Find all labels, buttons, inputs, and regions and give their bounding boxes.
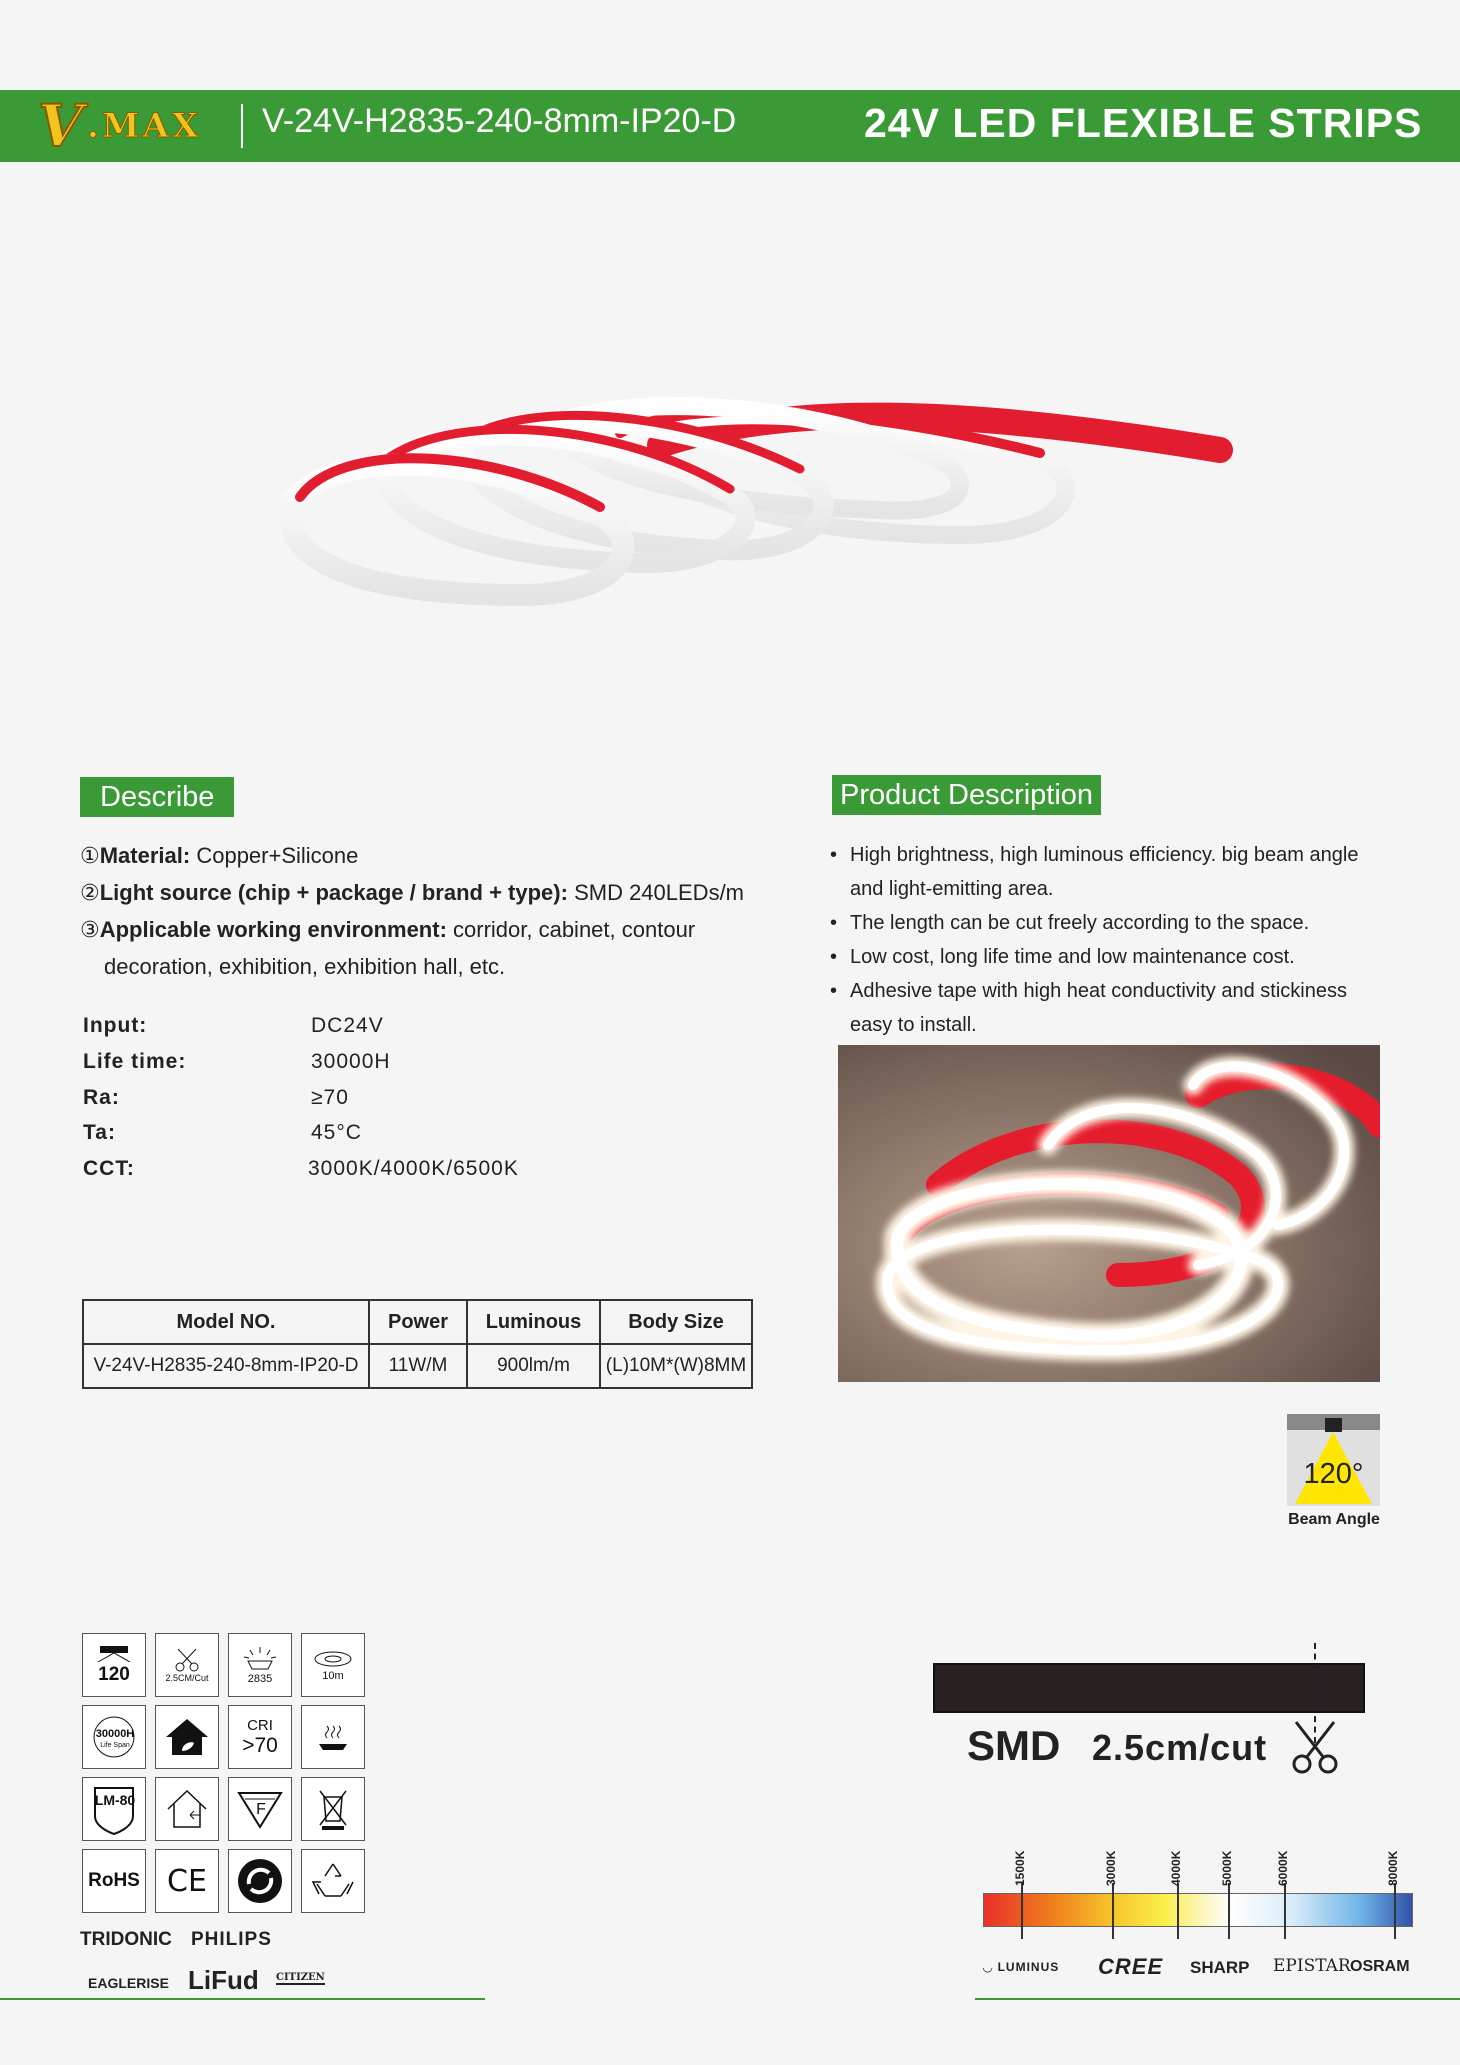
beam-120-icon (82, 1633, 146, 1697)
line-value: Copper+Silicone (190, 843, 359, 868)
material-line (80, 837, 358, 874)
beam-angle-value: 120° (1303, 1458, 1364, 1490)
recycle-icon (301, 1849, 365, 1913)
bullet-adhesive: • Adhesive tape with high heat conductivity and stickiness easy to install. (830, 974, 1400, 1042)
icon-value: >70 (242, 1733, 278, 1757)
cct-label-5000: 5000K (1220, 1850, 1234, 1886)
cell-luminous: 900lm/m (467, 1344, 600, 1388)
cct-tick (1228, 1883, 1230, 1939)
luminus-swoosh-icon: ◡ (983, 1960, 994, 1974)
icon-sublabel: Life Span (100, 1742, 130, 1749)
brand-sharp: SHARP (1190, 1958, 1250, 1977)
icon-label: 10m (322, 1670, 344, 1682)
smd-label: SMD (967, 1722, 1061, 1769)
spec-cct-value: 3000K/4000K/6500K (308, 1157, 519, 1180)
bullet-text: The length can be cut freely according to the space. (850, 912, 1310, 934)
spec-ta-key: Ta: (83, 1121, 116, 1144)
spec-table (82, 1299, 753, 1389)
chip-2835-icon (228, 1633, 292, 1697)
lm80-icon (82, 1777, 146, 1841)
brand-lifud: LiFud (188, 1965, 259, 1995)
spec-cct-key: CCT: (83, 1157, 135, 1180)
icon-label: 30000H (95, 1728, 135, 1740)
spec-input-value: DC24V (311, 1014, 384, 1037)
icon-label: 120 (98, 1664, 130, 1685)
cut-length-label: 2.5cm/cut (1092, 1727, 1268, 1768)
cri-icon (228, 1705, 292, 1769)
rohs-icon (82, 1849, 146, 1913)
lit-strip-photo (838, 1045, 1380, 1382)
cct-tick (1394, 1883, 1396, 1939)
icon-label: RoHS (88, 1870, 140, 1891)
f-mark-icon (228, 1777, 292, 1841)
bullet-brightness: • High brightness, high luminous efficiency. big beam angle and light-emitting area. (830, 838, 1400, 906)
lifespan-icon (82, 1705, 146, 1769)
smd-strip-graphic (933, 1663, 1365, 1713)
cct-label-1500: 1500K (1013, 1850, 1027, 1886)
bullet-cut: • The length can be cut freely according to the space. (830, 906, 1400, 940)
brand-tridonic: TRIDONIC (80, 1929, 172, 1950)
header-body-size: Body Size (600, 1300, 752, 1344)
environment-line-cont: decoration, exhibition, exhibition hall, etc. (104, 954, 506, 979)
brand-luminus (983, 1960, 1059, 1974)
cct-tick (1284, 1883, 1286, 1939)
line-number: ① (80, 843, 100, 868)
table-row (83, 1344, 752, 1388)
beam-angle-caption: Beam Angle (1288, 1511, 1380, 1528)
product-category-title: 24V LED FLEXIBLE STRIPS (864, 100, 1423, 146)
line-key: Applicable working environment: (99, 917, 447, 942)
vmax-logo (38, 92, 202, 160)
recycle-arrow-icon (228, 1849, 292, 1913)
led-strip-coil-image (260, 385, 1240, 645)
cell-model: V-24V-H2835-240-8mm-IP20-D (83, 1344, 369, 1388)
describe-label: Describe (80, 777, 234, 817)
logo-max: .MAX (87, 106, 202, 146)
icon-label: F (256, 1801, 266, 1818)
cct-label-6000: 6000K (1276, 1850, 1290, 1886)
header-model: Model NO. (83, 1300, 369, 1344)
cct-tick (1112, 1883, 1114, 1939)
cell-power: 11W/M (369, 1344, 467, 1388)
bullet-text-cont: and light-emitting area. (850, 878, 1054, 900)
brand-epistar: EPISTAR (1273, 1956, 1351, 1976)
bullet-text: Adhesive tape with high heat conductivity and stickiness (850, 980, 1347, 1002)
header-power: Power (369, 1300, 467, 1344)
bullet-text: Low cost, long life time and low maintenance cost. (850, 946, 1295, 968)
spec-ra-key: Ra: (83, 1086, 120, 1109)
bullet-cost: • Low cost, long life time and low maintenance cost. (830, 940, 1400, 974)
ce-icon (155, 1849, 219, 1913)
icon-label: LM-80 (94, 1792, 136, 1808)
reel-10m-icon (301, 1633, 365, 1697)
brand-luminus-text: LUMINUS (997, 1960, 1060, 1974)
bullet-text: High brightness, high luminous efficiency. big beam angle (850, 844, 1359, 866)
line-key: Light source (chip + package / brand + type): (99, 880, 568, 905)
brand-cree: CREE (1098, 1954, 1164, 1979)
spec-life-value: 30000H (311, 1050, 391, 1073)
spec-life-key: Life time: (83, 1050, 187, 1073)
light-source-line (80, 874, 744, 911)
header-bar (0, 90, 1460, 162)
weee-bin-icon (301, 1777, 365, 1841)
indoor-use-icon (155, 1777, 219, 1841)
bullet-text-cont: easy to install. (850, 1014, 977, 1036)
heat-dissipation-icon (301, 1705, 365, 1769)
line-number: ③ (80, 917, 100, 942)
line-number: ② (80, 880, 100, 905)
icon-label: CRI (247, 1716, 273, 1734)
cct-label-3000: 3000K (1104, 1850, 1118, 1886)
home-leaf-icon (155, 1705, 219, 1769)
cct-tick (1177, 1883, 1179, 1939)
brand-osram: OSRAM (1350, 1958, 1410, 1975)
line-value: corridor, cabinet, contour (446, 917, 696, 942)
line-key: Material: (99, 843, 191, 868)
brand-philips: PHILIPS (191, 1929, 272, 1950)
header-luminous: Luminous (467, 1300, 600, 1344)
spec-ra-value: ≥70 (311, 1086, 349, 1109)
table-header-row (83, 1300, 752, 1344)
product-description-label: Product Description (832, 775, 1101, 815)
cct-label-4000: 4000K (1169, 1850, 1183, 1886)
header-separator (241, 104, 243, 148)
footer-rule-right (975, 1998, 1460, 2000)
icon-label: CE (167, 1863, 207, 1899)
icon-label: 2.5CM/Cut (165, 1673, 209, 1683)
cell-body-size: (L)10M*(W)8MM (600, 1344, 752, 1388)
environment-line (80, 911, 760, 948)
spec-input-key: Input: (83, 1014, 148, 1037)
brand-eaglerise: EAGLERISE (88, 1975, 169, 1991)
icon-label: 2835 (247, 1673, 273, 1685)
model-title: V-24V-H2835-240-8mm-IP20-D (262, 102, 737, 140)
logo-v: V (38, 92, 84, 160)
cct-tick (1021, 1883, 1023, 1939)
footer-rule-left (0, 1998, 485, 2000)
scissors-icon (1288, 1718, 1342, 1776)
brand-citizen: CITIZEN (276, 1972, 325, 1983)
cct-label-8000: 8000K (1386, 1850, 1400, 1886)
beam-angle-badge (1287, 1414, 1380, 1506)
spec-ta-value: 45°C (311, 1121, 362, 1144)
cct-color-scale (983, 1893, 1413, 1927)
scissors-cut-icon (155, 1633, 219, 1697)
line-value: SMD 240LEDs/m (567, 880, 745, 905)
